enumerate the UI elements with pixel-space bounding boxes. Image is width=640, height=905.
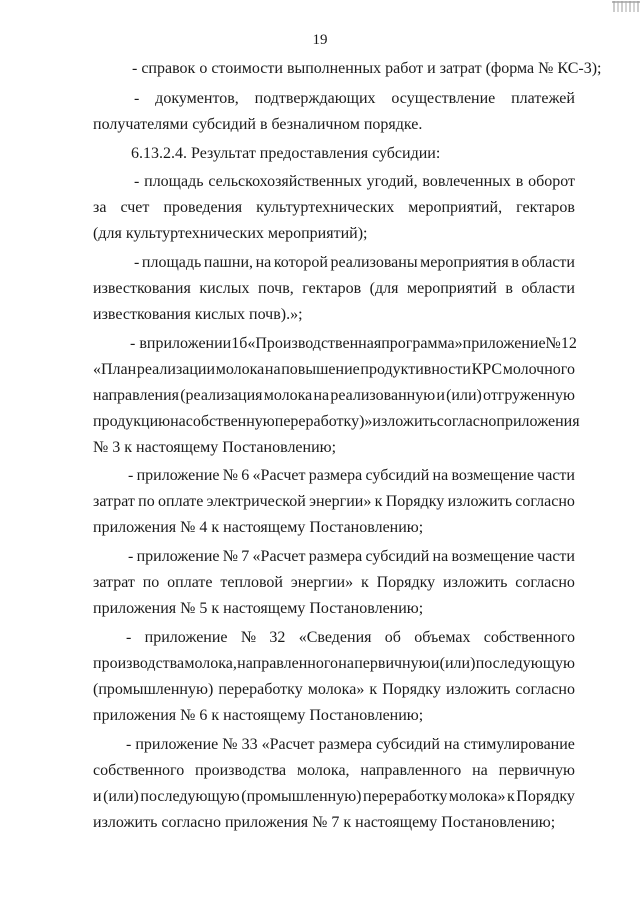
word: направления xyxy=(93,387,180,404)
text-line xyxy=(128,463,575,489)
text-line xyxy=(134,86,575,112)
word: вовлеченных xyxy=(422,173,511,190)
word: реализованную xyxy=(330,387,436,404)
word: № xyxy=(545,335,561,352)
text-line xyxy=(93,677,575,703)
word: программа» xyxy=(381,335,463,352)
text-line xyxy=(128,544,575,570)
word: 33 xyxy=(241,736,258,753)
word: изложить xyxy=(447,493,512,510)
text-line xyxy=(126,625,575,651)
word: культуртехнических xyxy=(256,199,395,216)
word: стимулирование xyxy=(463,736,575,753)
word: последующую xyxy=(475,655,575,672)
word: подтверждающих xyxy=(254,90,376,107)
word: - xyxy=(134,173,140,190)
word: 32 xyxy=(269,629,286,646)
word: реализации xyxy=(136,361,216,378)
word: кислых xyxy=(199,280,250,297)
word: энергии» xyxy=(309,493,372,510)
word: на xyxy=(255,254,272,271)
word: КРС xyxy=(471,361,503,378)
word: собственного xyxy=(483,629,575,646)
word: (реализация xyxy=(180,387,263,404)
text-line: получателями субсидий в безналичном порядке. xyxy=(93,116,423,133)
word: гектаров xyxy=(302,280,362,297)
word: части xyxy=(537,467,575,484)
word: на xyxy=(170,413,186,430)
word: размера xyxy=(318,736,373,753)
word: «Расчет xyxy=(252,467,306,484)
text-line: приложения № 4 к настоящему Постановлению; xyxy=(93,519,424,536)
word: к xyxy=(360,574,369,591)
word: и xyxy=(436,387,445,404)
text-line xyxy=(93,651,575,677)
word: (для xyxy=(369,280,399,297)
word: субсидий xyxy=(365,467,430,484)
text-line: - справок о стоимости выполненных работ и затрат (форма № КС-3); xyxy=(132,60,602,77)
word: - xyxy=(134,254,140,271)
text-line xyxy=(93,383,575,409)
word: согласно xyxy=(515,681,575,698)
text-line: приложения № 5 к настоящему Постановлению; xyxy=(93,600,424,617)
word: приложение xyxy=(136,548,220,565)
word: молока xyxy=(215,361,265,378)
word: объемах xyxy=(414,629,471,646)
word: к xyxy=(506,788,515,805)
word: № xyxy=(222,467,239,484)
text-line: известкования кислых почв).»; xyxy=(93,306,303,323)
word: оплате xyxy=(167,574,213,591)
word: на xyxy=(432,467,449,484)
word: собственную xyxy=(185,413,275,430)
word: тепловой xyxy=(220,574,283,591)
word: угодий, xyxy=(366,173,418,190)
word: Порядку xyxy=(516,788,575,805)
word: Порядку xyxy=(376,574,436,591)
word: (или) xyxy=(103,788,139,805)
word: 6 xyxy=(241,467,250,484)
text-line xyxy=(93,784,575,810)
word: (или) xyxy=(446,387,482,404)
word: молока» xyxy=(448,788,506,805)
word: на xyxy=(338,655,354,672)
word: 1б xyxy=(231,335,248,352)
word: повышение xyxy=(281,361,360,378)
word: № xyxy=(222,548,239,565)
word: первичную xyxy=(498,762,575,779)
word: на xyxy=(443,736,460,753)
word: на xyxy=(313,387,330,404)
word: (или) xyxy=(439,655,476,672)
text-line xyxy=(93,195,575,221)
word: затрат xyxy=(93,574,135,591)
word: «Расчет xyxy=(252,548,306,565)
word: мероприятия xyxy=(420,254,509,271)
word: молочного xyxy=(502,361,575,378)
word: реализованы xyxy=(330,254,418,271)
word: молока xyxy=(263,387,313,404)
word: «Производственная xyxy=(247,335,382,352)
word: изложить xyxy=(372,413,437,430)
word: приложение xyxy=(144,629,228,646)
word: энергии» xyxy=(290,574,354,591)
word: приложение xyxy=(136,467,220,484)
word: - xyxy=(126,629,132,646)
word: части xyxy=(537,548,575,565)
word: счет xyxy=(120,199,150,216)
text-line xyxy=(93,276,575,302)
word: размера xyxy=(308,548,363,565)
word: и xyxy=(93,788,102,805)
text-line xyxy=(134,169,575,195)
word: Порядку xyxy=(382,681,441,698)
word: приложения xyxy=(496,413,580,430)
word: почв, xyxy=(258,280,294,297)
word: приложение xyxy=(462,335,546,352)
word: согласно xyxy=(436,413,497,430)
word: 7 xyxy=(241,548,250,565)
text-line xyxy=(93,357,575,383)
word: 12 xyxy=(560,335,577,352)
page-number: 19 xyxy=(312,32,328,48)
word: на xyxy=(472,762,488,779)
word: оборот xyxy=(528,173,575,190)
text-line: № 3 к настоящему Постановлению; xyxy=(93,439,337,456)
word: платежей xyxy=(511,90,575,107)
word: молока» xyxy=(307,681,365,698)
word: возмещение xyxy=(451,467,534,484)
word: области xyxy=(521,254,575,271)
word: № xyxy=(240,629,257,646)
word: согласно xyxy=(515,574,575,591)
word: об xyxy=(384,629,401,646)
word: направленного xyxy=(360,762,462,779)
word: которой xyxy=(273,254,328,271)
word: и xyxy=(430,655,440,672)
word: гектаров xyxy=(516,199,575,216)
text-line xyxy=(130,331,575,357)
word: проведения xyxy=(163,199,243,216)
word: продуктивности xyxy=(360,361,471,378)
word: по xyxy=(138,493,155,510)
word: молока, xyxy=(297,762,350,779)
word: переработку xyxy=(218,681,303,698)
word: (промышленную) xyxy=(93,681,214,698)
word: собственного xyxy=(93,762,185,779)
word: последующую xyxy=(140,788,240,805)
word: приложение xyxy=(135,736,219,753)
word: - xyxy=(128,548,134,565)
word: по xyxy=(142,574,160,591)
word: № xyxy=(222,736,238,753)
word: направленного xyxy=(237,655,339,672)
text-line xyxy=(126,732,575,758)
word: сельскохозяйственных xyxy=(208,173,362,190)
word: «Расчет xyxy=(261,736,315,753)
text-line: (для культуртехнических мероприятий); xyxy=(93,225,368,242)
word: отгруженную xyxy=(483,387,575,404)
word: продукцию xyxy=(93,413,171,430)
word: изложить xyxy=(443,574,508,591)
text-line xyxy=(93,409,580,435)
text-line: 6.13.2.4. Результат предоставления субсидии: xyxy=(131,145,441,162)
word: возмещение xyxy=(451,548,534,565)
word: осуществление xyxy=(391,90,496,107)
word: субсидий xyxy=(365,548,430,565)
text-line xyxy=(93,758,575,784)
word: приложении xyxy=(146,335,232,352)
text-line: приложения № 6 к настоящему Постановлению; xyxy=(93,707,424,724)
word: первичную xyxy=(354,655,431,672)
word: в xyxy=(511,254,519,271)
word: в xyxy=(505,280,513,297)
word: площадь xyxy=(144,173,204,190)
word: - xyxy=(126,736,132,753)
word: к xyxy=(369,681,378,698)
text-line xyxy=(93,570,575,596)
text-line xyxy=(134,250,575,276)
word: за xyxy=(93,199,107,216)
word: области xyxy=(521,280,575,297)
word: к xyxy=(374,493,383,510)
word: на xyxy=(432,548,449,565)
word: изложить xyxy=(445,681,511,698)
word: размера xyxy=(308,467,363,484)
word: известкования xyxy=(93,280,191,297)
word: оплате xyxy=(158,493,204,510)
word: площадь xyxy=(141,254,202,271)
word: «Сведения xyxy=(298,629,372,646)
word: мероприятий, xyxy=(408,199,503,216)
word: документов, xyxy=(155,90,239,107)
word: затрат xyxy=(93,493,135,510)
text-line: изложить согласно приложения № 7 к настоящему Постановлению; xyxy=(93,814,556,831)
word: мероприятий xyxy=(407,280,497,297)
word: переработку)» xyxy=(274,413,373,430)
word: - в xyxy=(130,335,147,352)
word: производства xyxy=(93,655,185,672)
word: «План xyxy=(93,361,137,378)
word: - xyxy=(128,467,134,484)
word: в xyxy=(515,173,524,190)
word: переработку xyxy=(363,788,448,805)
word: на xyxy=(264,361,281,378)
word: Порядку xyxy=(385,493,445,510)
word: согласно xyxy=(515,493,575,510)
word: молока, xyxy=(184,655,237,672)
word: (промышленную) xyxy=(241,788,362,805)
word: субсидий xyxy=(376,736,440,753)
word: - xyxy=(134,90,140,107)
text-line xyxy=(93,489,575,515)
word: производства xyxy=(195,762,287,779)
word: пашни, xyxy=(203,254,253,271)
word: электрической xyxy=(206,493,306,510)
corner-scan-mark xyxy=(612,0,640,14)
